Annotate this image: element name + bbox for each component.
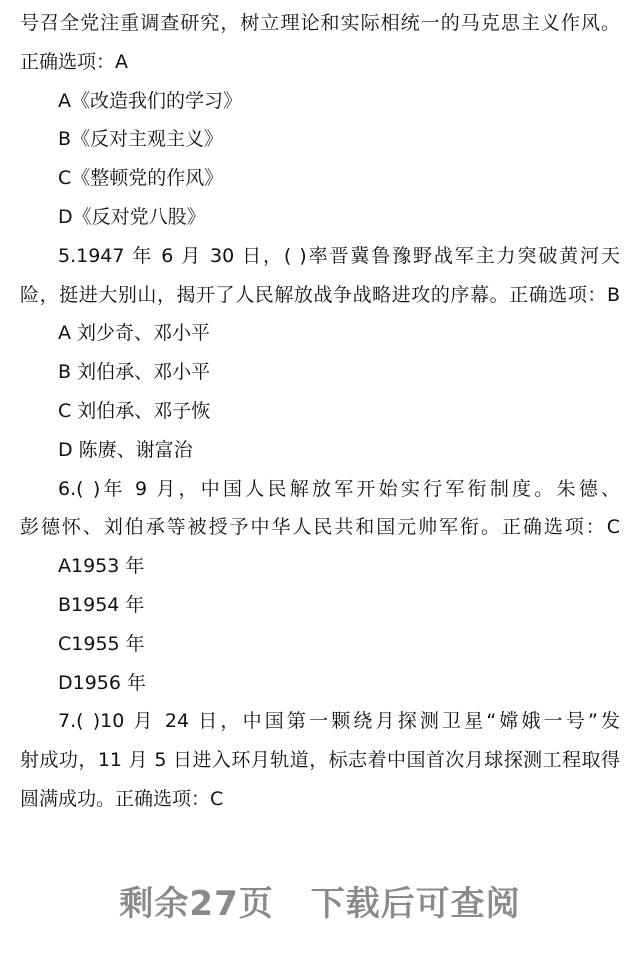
text-line: D1956 年 <box>58 671 147 694</box>
text-line: 号召全党注重调查研究，树立理论和实际相统一的马克思主义作风。 <box>20 12 620 34</box>
text-line: 彭德怀、刘伯承等被授予中华人民共和国元帅军衔。正确选项：C <box>20 516 620 539</box>
text-line: A1953 年 <box>58 555 145 578</box>
text-line: D《反对党八股》 <box>58 205 206 228</box>
document-body <box>0 4 640 819</box>
download-to-view-text[interactable]: 下载后可查阅 <box>310 884 521 924</box>
text-line: 正确选项：A <box>20 50 128 73</box>
text-line: C 刘伯承、邓子恢 <box>58 399 211 422</box>
text-line: 5.1947 年 6 月 30 日，( )率晋冀鲁豫野战军主力突破黄河天 <box>58 244 620 267</box>
download-banner[interactable] <box>0 876 640 925</box>
text-line: B1954 年 <box>58 593 145 616</box>
text-line: 7.( )10 月 24 日，中国第一颗绕月探测卫星“嫦娥一号”发 <box>58 710 620 733</box>
text-line: C《整顿党的作风》 <box>58 167 224 190</box>
text-line: B 刘伯承、邓小平 <box>58 361 211 384</box>
text-line: 圆满成功。正确选项：C <box>20 787 224 810</box>
remaining-pages-text: 剩余27页 <box>119 884 274 924</box>
text-line: 6.( )年 9 月，中国人民解放军开始实行军衔制度。朱德、 <box>58 477 620 500</box>
text-line: A 刘少奇、邓小平 <box>58 322 211 345</box>
text-line: 射成功，11 月 5 日进入环月轨道，标志着中国首次月球探测工程取得 <box>20 749 620 772</box>
text-line: C1955 年 <box>58 632 145 655</box>
text-line: D 陈赓、谢富治 <box>58 438 193 461</box>
text-line: A《改造我们的学习》 <box>58 89 242 112</box>
text-line: B《反对主观主义》 <box>58 128 224 151</box>
text-line: 险，挺进大别山，揭开了人民解放战争战略进攻的序幕。正确选项：B <box>20 283 620 306</box>
